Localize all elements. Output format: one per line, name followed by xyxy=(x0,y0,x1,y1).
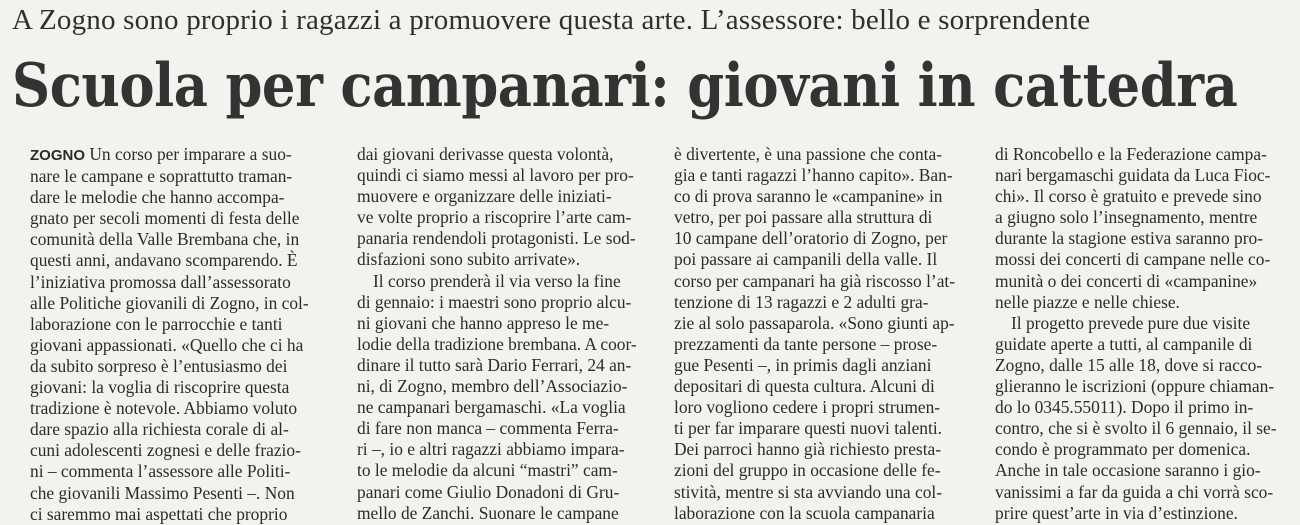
text-line: munità o dei concerti di «campanine» xyxy=(995,270,1258,291)
text-line: giovani: la voglia di riscoprire questa xyxy=(30,377,290,398)
text-line: da subito sorpreso è l’entusiasmo dei xyxy=(30,355,288,376)
text-line: laborazione con le parrocchie e tanti xyxy=(30,313,283,334)
text-line: ni giovani che hanno appreso le me- xyxy=(357,312,610,333)
text-line: ri –, io e altri ragazzi abbiamo impara- xyxy=(357,439,625,460)
text-line: Zogno, dalle 15 alle 18, dove si racco- xyxy=(995,354,1263,375)
text-line: co di prova saranno le «campanine» in xyxy=(674,186,943,207)
text-line: panari come Giulio Donadoni di Gru- xyxy=(357,481,620,502)
text-line: l’iniziativa promossa dall’assessorato xyxy=(30,271,291,292)
article-column-1 xyxy=(30,144,345,525)
text-line: durante la stagione estiva saranno pro- xyxy=(995,228,1264,249)
text-line: prire quest’arte in via d’estinzione. xyxy=(995,502,1238,523)
text-line: di Roncobello e la Federazione campa- xyxy=(995,144,1267,164)
text-line: zioni del gruppo in occasione delle fe- xyxy=(674,460,941,481)
text-line: dare spazio alla richiesta corale di al- xyxy=(30,419,289,440)
text-line: Il corso prenderà il via verso la fine xyxy=(373,270,621,291)
text-line xyxy=(30,144,345,166)
text-line: comunità della Valle Brembana che, in xyxy=(30,229,300,250)
text-line: cuni adolescenti zognesi e delle frazio- xyxy=(30,440,301,461)
text-line: vanissimi a far da guida a chi vorrà sco- xyxy=(995,481,1274,502)
text-line: dare le melodie che hanno accompa- xyxy=(30,187,285,208)
text-line: zie al solo passaparola. «Sono giunti ap- xyxy=(674,312,955,333)
text-line: prezzamenti da tante persone – prose- xyxy=(674,333,938,354)
text-line: mello de Zanchi. Suonare le campane xyxy=(357,502,619,523)
text-line: ti per far imparare questi nuovi talenti. xyxy=(674,418,943,439)
text-line: muovere e organizzare delle iniziati- xyxy=(357,186,612,207)
text-line: alle Politiche giovanili di Zogno, in col- xyxy=(30,292,309,313)
article-column-2 xyxy=(357,144,662,524)
text-line: di fare non manca – commenta Ferra- xyxy=(357,418,619,439)
text-line: Dei parroci hanno già richiesto presta- xyxy=(674,439,942,460)
headline: Scuola per campanari: giovani in cattedra xyxy=(12,51,1238,121)
text-line: ne campanari bergamaschi. «La voglia xyxy=(357,397,626,418)
text-line: Il progetto prevede pure due visite xyxy=(1011,312,1251,333)
text-line: ve volte proprio a riscoprire l’arte cam- xyxy=(357,207,632,228)
text-line: loro vogliono cedere i propri strumen- xyxy=(674,397,941,418)
text-span: Un corso per imparare a suo- xyxy=(85,144,292,164)
text-line: che giovanili Massimo Pesenti –. Non xyxy=(30,482,295,503)
text-line: nare le campane e soprattutto traman- xyxy=(30,166,293,187)
text-line: mossi dei concerti di campane nelle co- xyxy=(995,249,1271,270)
text-line: ni, di Zogno, membro dell’Associazio- xyxy=(357,376,628,397)
text-line: quindi ci siamo messi al lavoro per pro- xyxy=(357,165,634,186)
text-line: panaria rendendoli protagonisti. Le sod- xyxy=(357,228,636,249)
text-line: è divertente, è una passione che conta- xyxy=(674,144,942,164)
text-line: nari bergamaschi guidata da Luca Fioc- xyxy=(995,165,1271,186)
text-line: disfazioni sono subito arrivate». xyxy=(357,249,581,270)
article-column-3 xyxy=(674,144,984,524)
text-line: tradizione è notevole. Abbiamo voluto xyxy=(30,398,298,419)
text-line: nelle piazze e nelle chiese. xyxy=(995,291,1180,312)
text-line: contro, che si è svolto il 6 gennaio, il se- xyxy=(995,418,1277,439)
text-line: dinare il tutto sarà Dario Ferrari, 24 an- xyxy=(357,354,632,375)
text-line: giovani appassionati. «Quello che ci ha xyxy=(30,334,304,355)
text-line: do lo 0345.55011). Dopo il primo in- xyxy=(995,397,1254,418)
text-line: Anche in tale occasione saranno i gio- xyxy=(995,460,1261,481)
text-line: ci saremmo mai aspettati che proprio xyxy=(30,503,288,524)
text-line: tenzione di 13 ragazzi e 2 adulti gra- xyxy=(674,291,929,312)
text-line: guidate aperte a tutti, al campanile di xyxy=(995,333,1253,354)
dateline: ZOGNO xyxy=(30,147,85,164)
text-line: to le melodie da alcuni “mastri” cam- xyxy=(357,460,618,481)
text-line: di gennaio: i maestri sono proprio alcu- xyxy=(357,291,632,312)
text-line: dai giovani derivasse questa volontà, xyxy=(357,144,614,164)
text-line: glieranno le iscrizioni (oppure chiaman- xyxy=(995,376,1275,397)
text-line: questi anni, andavano scomparendo. È xyxy=(30,250,298,271)
text-line: chi». Il corso è gratuito e prevede sino xyxy=(995,186,1262,207)
text-line: vetro, per poi passare alla struttura di xyxy=(674,207,933,228)
text-line: gia e tanti ragazzi l’hanno capito». Ban- xyxy=(674,165,953,186)
text-line: laborazione con la scuola campanaria xyxy=(674,502,935,523)
text-line: ni – commenta l’assessore alle Politi- xyxy=(30,461,291,482)
text-line: lodie della tradizione brembana. A coor- xyxy=(357,333,637,354)
text-line: stività, mentre si sta avviando una col- xyxy=(674,481,943,502)
text-line: poi passare ai campanili della valle. Il xyxy=(674,249,938,270)
kicker: A Zogno sono proprio i ragazzi a promuovere questa arte. L’assessore: bello e sorprendente xyxy=(12,4,1091,36)
article-column-4 xyxy=(995,144,1295,524)
text-line: 10 campane dell’oratorio di Zogno, per xyxy=(674,228,948,249)
text-line: condo è programmato per domenica. xyxy=(995,439,1251,460)
text-line: gue Pesenti –, in primis dagli anziani xyxy=(674,354,932,375)
text-line: depositari di questa cultura. Alcuni di xyxy=(674,376,935,397)
text-line: gnato per secoli momenti di festa delle xyxy=(30,208,300,229)
text-line: a giugno solo l’insegnamento, mentre xyxy=(995,207,1258,228)
text-line: corso per campanari ha già riscosso l’at- xyxy=(674,270,956,291)
